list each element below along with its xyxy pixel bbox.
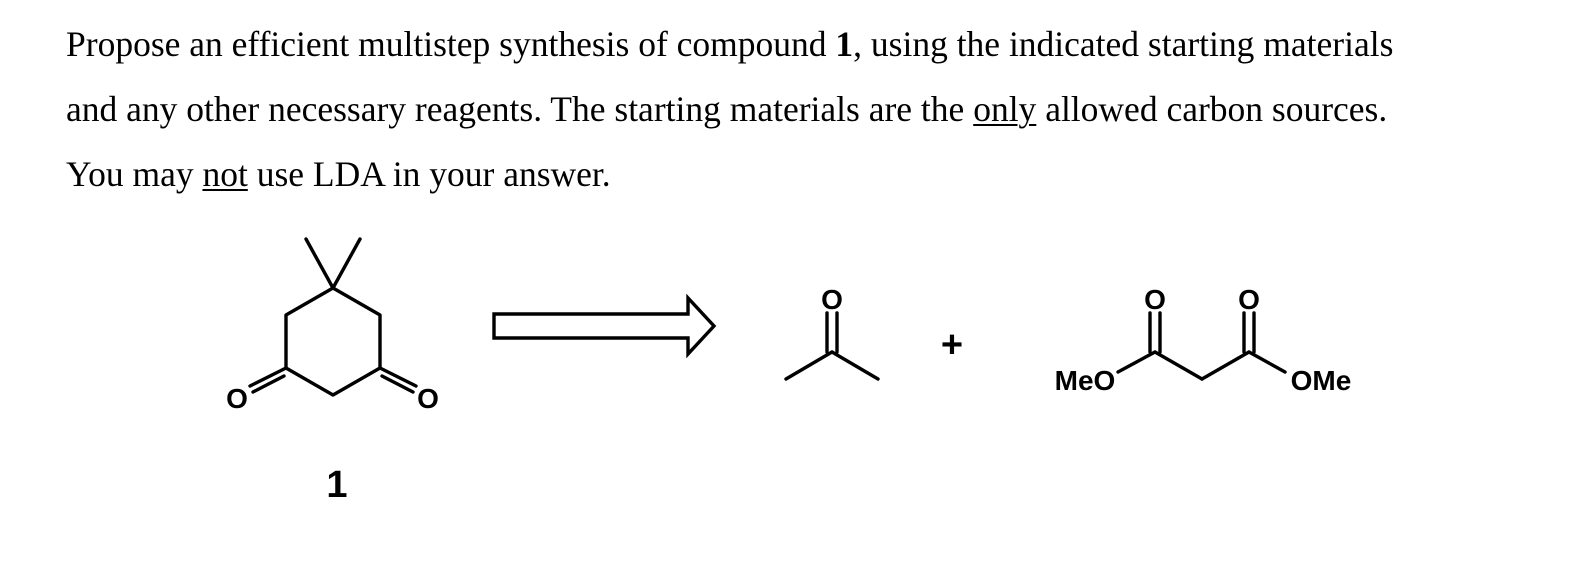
ester-o-bond-left — [1118, 352, 1155, 372]
ester-o-bond-right — [1249, 352, 1285, 372]
acetone-bond-right — [832, 352, 878, 379]
methoxy-left: MeO — [1054, 365, 1116, 396]
emphasis-not: not — [202, 154, 248, 194]
target-compound-structure — [250, 239, 416, 395]
methoxy-right: OMe — [1290, 365, 1352, 396]
question-line-3-end: use LDA in your answer. — [247, 154, 611, 194]
question-line-2-start: and any other necessary reagents. The starting materials are the — [66, 89, 974, 129]
question-line-3-start: You may — [66, 154, 203, 194]
methyl-bond-right — [333, 239, 360, 288]
compound-label: 1 — [326, 464, 348, 506]
compound-reference: 1 — [835, 24, 854, 64]
retrosynthesis-arrow-icon — [494, 298, 714, 354]
plus-sign: + — [940, 324, 964, 366]
methyl-bond-left — [306, 239, 333, 288]
malonate-oxygen-left: O — [1144, 284, 1166, 315]
acetone-structure — [786, 313, 878, 379]
question-line-1-start: Propose an efficient multistep synthesis of compound — [66, 24, 836, 64]
question-line-2-end: allowed carbon sources. — [1036, 89, 1388, 129]
cyclohexane-ring — [286, 288, 380, 395]
emphasis-only: only — [973, 89, 1037, 129]
acetone-bond-left — [786, 352, 832, 379]
methylene-bond-right — [1202, 352, 1249, 379]
dimethyl-malonate-structure — [1118, 313, 1285, 379]
question-line-1-end: , using the indicated starting materials — [853, 24, 1394, 64]
methylene-bond-left — [1155, 352, 1202, 379]
target-oxygen-right: O — [417, 383, 439, 414]
target-oxygen-left: O — [226, 383, 248, 414]
malonate-oxygen-right: O — [1238, 284, 1260, 315]
acetone-oxygen: O — [821, 284, 843, 315]
